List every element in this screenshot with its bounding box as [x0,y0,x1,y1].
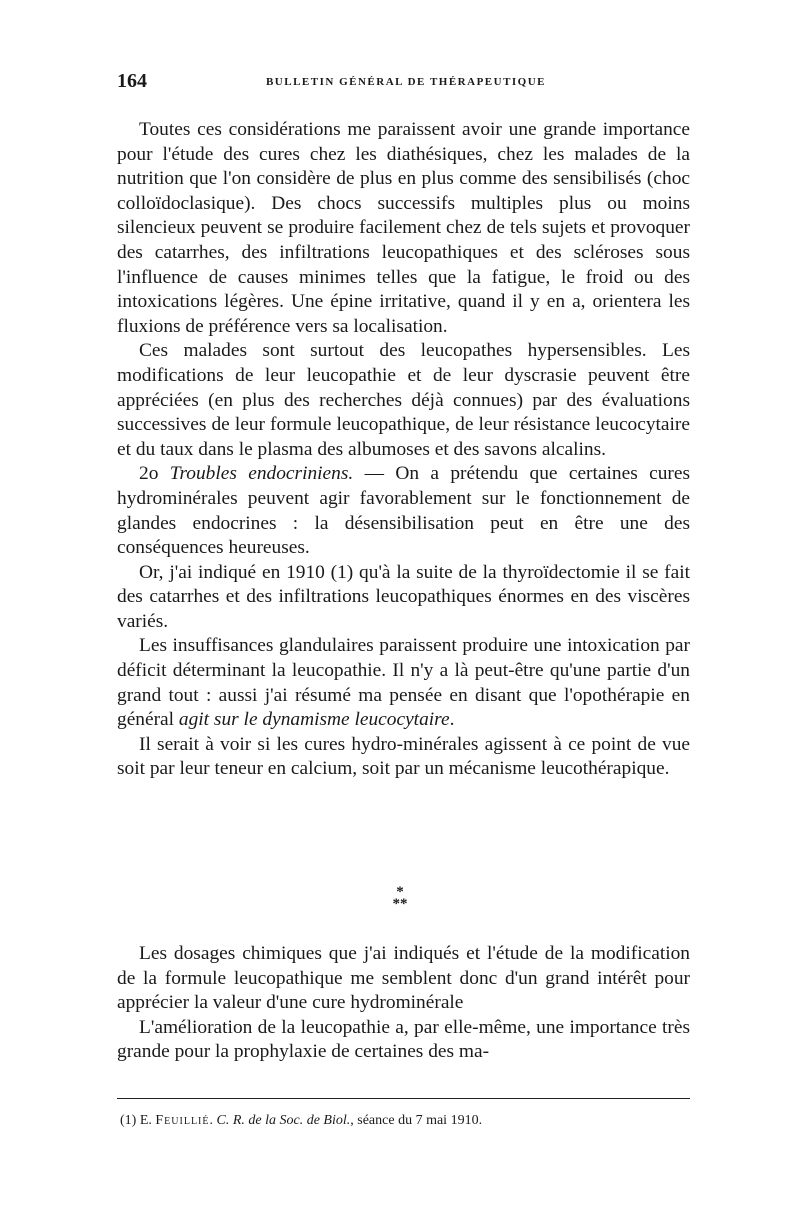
footnote-details: , séance du 7 mai 1910. [350,1113,483,1128]
paragraph-troubles-endocriniens [117,462,690,560]
paragraph-dosages: Les dosages chimiques que j'ai indiqués et l'étude de la modification de la formule leucopathique me semblent donc d'un grand intérêt pour apprécier la valeur d'une cure hydrominérale [117,943,690,1014]
footnote-divider [117,1098,690,1099]
asterism-divider [0,886,800,910]
paragraph-insuffisances-text: Les insuffisances glandulaires paraissent produire une intoxication par déficit déterminant la leucopathie. Il n'y a là peut-être qu'une partie d'un grand tout : aussi j'ai résumé ma pensée en disant que l'opothérapie en général [117,635,690,731]
section-title: Troubles endocriniens. [169,463,354,485]
paragraph-cures-hydrominerales: Il serait à voir si les cures hydro-minérales agissent à ce point de vue soit par leur teneur en calcium, soit par un mécanisme leucothérapique. [117,733,690,780]
paragraph-considerations: Toutes ces considérations me paraissent avoir une grande importance pour l'étude des cures chez les diathésiques, chez les malades de la nutrition que l'on considère de plus en plus comme des sensibilisés (choc colloïdoclasique). Des chocs successifs multiples plus ou moins silencieux peuvent se produire facilement chez de tels sujets et provoquer des catarrhes, des infiltrations leucopathiques et des scléroses sous l'influence de causes minimes telles que la fatigue, le froid ou des intoxications légères. Une épine irritative, quand il y en a, orientera les fluxions de préférence vers sa localisation. [117,119,690,337]
page-header [117,70,695,100]
footnote-marker: (1) E. [120,1113,156,1128]
paragraph-troubles-text: — On a prétendu que certaines cures hydrominérales peuvent agir favorablement sur le fonctionnement de glandes endocrines : la désensibilisation peut en être une des conséquences heureuses. [117,463,690,559]
asterism-top: * [396,884,404,900]
page-number: 164 [117,70,147,92]
asterism-bottom: ** [392,896,408,912]
running-title: BULLETIN GÉNÉRAL DE THÉRAPEUTIQUE [265,76,547,88]
paragraph-insuffisances [117,634,690,732]
paragraph-thyroidectomie: Or, j'ai indiqué en 1910 (1) qu'à la suite de la thyroïdectomie il se fait des catarrhes et des infiltrations leucopathiques énormes en des viscères variés. [117,561,690,632]
paragraph-amelioration: L'amélioration de la leucopathie a, par elle-même, une importance très grande pour la prophylaxie de certaines des ma- [117,1016,690,1063]
italic-phrase: agit sur le dynamisme leucocytaire [178,709,450,731]
second-section-text [117,942,690,1065]
paragraph-insuffisances-end: . [449,709,455,731]
paragraph-leucopathes: Ces malades sont surtout des leucopathes hypersensibles. Les modifications de leur leucopathie et de leur dyscrasie peuvent être appréciées (en plus des recherches déjà connues) par des évaluations successives de leur formule leucopathique, de leur résistance leucocytaire et du taux dans le plasma des albumoses et des savons alcalins. [117,340,690,460]
footnote-separator: . [209,1113,217,1128]
footnote-journal: C. R. de la Soc. de Biol. [216,1113,351,1128]
section-number: 2o [139,463,159,485]
footnote-author: Feuillié [155,1113,210,1128]
footnote [120,1112,690,1130]
main-body-text [117,118,690,782]
